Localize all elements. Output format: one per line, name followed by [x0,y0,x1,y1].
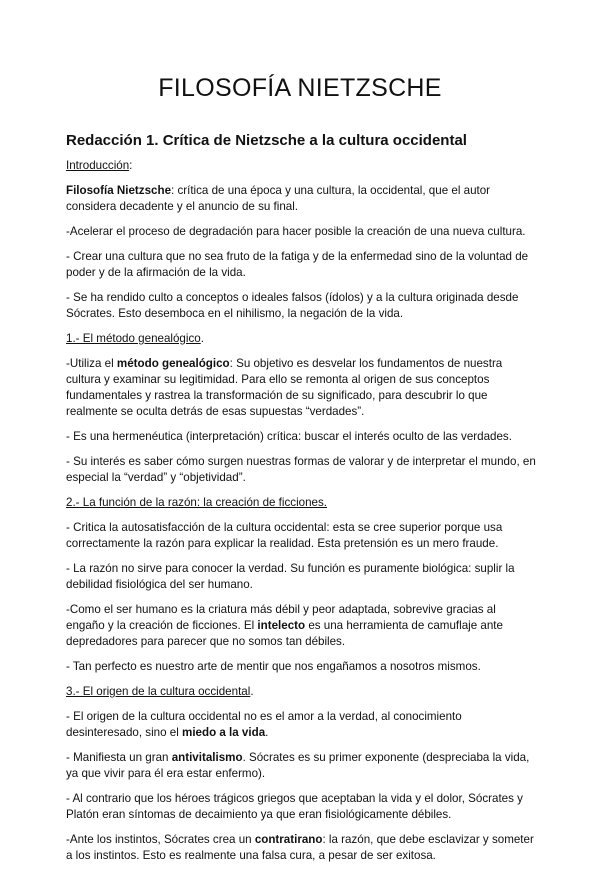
paragraph-15 [66,832,536,864]
paragraph-12-text-b: . [265,726,269,739]
paragraph-10-text-a: -Como el ser humano es la criatura más débil y peor adaptada, sobrevive gracias al engaño y la creación de ficciones. El [66,603,496,632]
paragraph-14: - Al contrario que los héroes trágicos griegos que aceptaban la vida y el dolor, Sócrates y Platón eran síntomas de decaimiento ya que eran fisiológicamente débiles. [66,792,523,821]
paragraph-12-text-a: - El origen de la cultura occidental no es el amor a la verdad, al conocimiento desinteresado, sino el [66,710,462,739]
intro-label: Introducción [66,159,130,172]
paragraph-10-text-b: es una herramienta de camuflaje ante depredadores para parecer que no somos tan débiles. [66,619,503,648]
paragraph-5-bold: método genealógico [116,357,230,370]
paragraph-13-bold: antivitalismo [171,751,243,764]
paragraph-1-text: : crítica de una época y una cultura, la occidental, que el autor considera decadente y el anuncio de su final. [66,184,491,213]
subheading-1-tail: . [200,332,204,345]
paragraph-5-text-a: -Utiliza el [66,357,117,370]
document-body [66,131,536,873]
paragraph-10-bold: intelecto [257,619,306,632]
subheading-2-label: 2.- La función de la razón: la creación de ficciones. [66,496,328,509]
paragraph-15-text-b: : la razón, que debe esclavizar y someter a los instintos. Esto es realmente una falsa cura, a pesar de ser exitosa. [66,833,534,862]
paragraph-9: - La razón no sirve para conocer la verdad. Su función es puramente biológica: suplir la debilidad fisiológica del ser humano. [66,562,515,591]
subheading-1-label: 1.- El método genealógico [66,332,201,345]
subheading-3-label: 3.- El origen de la cultura occidental [66,685,251,698]
intro-colon: : [129,159,133,172]
subheading-3 [66,684,536,700]
subheading-2 [66,495,536,511]
paragraph-7: - Su interés es saber cómo surgen nuestras formas de valorar y de interpretar el mundo, en especial la “verdad” y “objetividad”. [66,455,536,484]
paragraph-1-bold: Filosofía Nietzsche [66,184,172,197]
paragraph-13-text-b: . Sócrates es su primer exponente (despreciaba la vida, ya que vivir para él era estar enfermo). [66,751,530,780]
paragraph-15-text-a: -Ante los instintos, Sócrates crea un [66,833,255,846]
paragraph-4: - Se ha rendido culto a conceptos o ideales falsos (ídolos) y a la cultura originada desde Sócrates. Esto desemboca en el nihilismo, la negación de la vida. [66,291,519,320]
paragraph-12-bold: miedo a la vida [182,726,266,739]
intro-heading [66,158,536,174]
paragraph-11: - Tan perfecto es nuestro arte de mentir que nos engañamos a nosotros mismos. [66,660,481,673]
paragraph-15-bold: contratirano [254,833,323,846]
subheading-1 [66,331,536,347]
paragraph-6: - Es una hermenéutica (interpretación) crítica: buscar el interés oculto de las verdades. [66,430,512,443]
paragraph-5-text-b: : Su objetivo es desvelar los fundamentos de nuestra cultura y examinar su legitimidad. Para ello se remonta al origen de sus conceptos fundamentales y rastrea la transformación de su significado, para descubrir lo que realmente se oculta detrás de esas supuestas “verdades”. [66,357,503,418]
paragraph-5 [66,356,536,420]
paragraph-13-text-a: - Manifiesta un gran [66,751,172,764]
paragraph-10 [66,602,536,650]
paragraph-13 [66,750,536,782]
paragraph-8: - Critica la autosatisfacción de la cultura occidental: esta se cree superior porque usa correctamente la razón para explicar la realidad. Esta pretensión es un mero fraude. [66,521,503,550]
page-title: FILOSOFÍA NIETZSCHE [158,74,442,102]
section-heading: Redacción 1. Crítica de Nietzsche a la cultura occidental [66,132,467,149]
subheading-3-tail: . [250,685,254,698]
paragraph-1 [66,183,536,215]
paragraph-3: - Crear una cultura que no sea fruto de la fatiga y de la enfermedad sino de la voluntad de poder y de la afirmación de la vida. [66,250,529,279]
paragraph-12 [66,709,536,741]
paragraph-2: -Acelerar el proceso de degradación para hacer posible la creación de una nueva cultura. [66,225,526,238]
